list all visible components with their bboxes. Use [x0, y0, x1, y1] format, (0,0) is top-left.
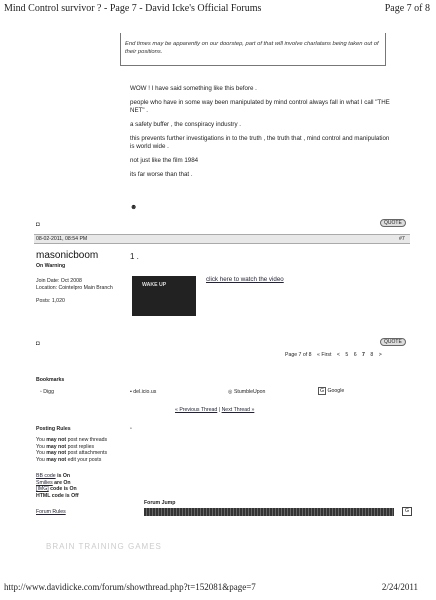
previous-thread-link[interactable]: « Previous Thread	[175, 407, 218, 413]
page-first[interactable]: « First	[317, 352, 332, 358]
go-button[interactable]: G	[402, 507, 412, 516]
digg-icon: ◦	[40, 389, 44, 395]
thumbnail-text: WAKE UP	[142, 282, 167, 288]
post-line: its far worse than that .	[130, 171, 193, 178]
smilies-link[interactable]: Smilies	[36, 479, 53, 486]
post-number[interactable]: #7	[399, 236, 405, 242]
page-next[interactable]: >	[378, 352, 382, 358]
post-line: WOW ! I have said something like this before .	[130, 85, 257, 92]
footer-url: http://www.davidicke.com/forum/showthread.php?t=152081&page=7	[4, 582, 256, 592]
faded-footer-text: BRAIN TRAINING GAMES	[46, 542, 162, 551]
delicious-icon: ▪	[130, 389, 134, 395]
post-line: a safety buffer , the conspiracy industry .	[130, 121, 241, 128]
post-icon[interactable]: ◘	[36, 222, 40, 228]
bookmark-digg[interactable]: ◦ Digg	[40, 389, 54, 395]
forum-rules-link[interactable]: Forum Rules	[36, 509, 66, 515]
username[interactable]: masonicboom	[36, 250, 99, 261]
bookmark-delicious[interactable]: ▪ del.icio.us	[130, 389, 157, 395]
bookmarks-title: Bookmarks	[36, 377, 65, 383]
next-thread-link[interactable]: Next Thread »	[221, 407, 255, 413]
forum-jump-select[interactable]	[144, 508, 394, 516]
quote-box	[120, 33, 386, 66]
post-icon[interactable]: ◘	[36, 341, 40, 347]
posting-rules-list	[36, 437, 126, 463]
rule-line: You may not post attachments	[36, 450, 108, 456]
page-7-current: 7	[362, 352, 365, 358]
post-body	[130, 85, 392, 179]
post-line: people who have in some way been manipulated by mind control always fall in what I call "THE NET" .	[130, 99, 390, 114]
collapse-icon[interactable]: ▫	[130, 426, 132, 432]
quote-button[interactable]: QUOTE	[380, 338, 406, 346]
pagination-label: Page 7 of 8	[285, 352, 312, 358]
join-date: Join Date: Oct 2008	[36, 278, 82, 284]
bookmark-stumbleupon[interactable]: ◎ StumbleUpon	[228, 389, 266, 395]
google-icon: G	[320, 388, 325, 394]
video-thumbnail[interactable]	[132, 276, 196, 316]
page-prev[interactable]: <	[336, 352, 340, 358]
post-line: this prevents further investigations in to the truth , the truth that , mind control and manipulation is world wide .	[130, 135, 390, 150]
page-5[interactable]: 5	[345, 352, 349, 358]
post-count: Posts: 1,020	[36, 298, 65, 304]
post-date: 08-02-2011, 08:54 PM	[36, 236, 88, 242]
page-title: Mind Control survivor ? - Page 7 - David Icke's Official Forums	[4, 3, 262, 14]
bb-code-link[interactable]: BB code	[36, 473, 56, 479]
rule-line: You may not post replies	[36, 443, 95, 450]
post-line: not just like the film 1984	[130, 157, 199, 164]
location: Location: Cointelpro Main Branch	[36, 285, 113, 291]
thread-nav: « Previous Thread | Next Thread »	[175, 407, 255, 413]
post-text: 1 .	[130, 252, 139, 261]
footer-date: 2/24/2011	[381, 582, 418, 592]
video-link[interactable]: click here to watch the video	[206, 276, 284, 283]
user-status: On Warning	[36, 263, 66, 269]
rule-line: You may not edit your posts	[36, 456, 102, 463]
bookmark-google[interactable]: G Google	[320, 388, 345, 394]
page-8[interactable]: 8	[370, 352, 374, 358]
quote-text: End times may be apparently on our doorstep, part of that will involve charlatans being taken out of their positions.	[125, 41, 379, 55]
smiley-icon: ☻	[130, 204, 138, 211]
quote-button[interactable]: QUOTE	[380, 219, 406, 227]
post-header-bar	[34, 234, 410, 244]
forum-jump-title: Forum Jump	[144, 500, 176, 506]
posting-rules-title: Posting Rules	[36, 426, 71, 432]
page-6[interactable]: 6	[353, 352, 357, 358]
img-code-link[interactable]: [IMG]	[36, 486, 49, 492]
rule-line: You may not post new threads	[36, 437, 108, 443]
pagination	[285, 352, 382, 359]
code-settings: BB code is On Smilies are On [IMG] code is On HTML code is Off	[36, 473, 79, 499]
stumbleupon-icon: ◎	[228, 389, 234, 395]
page-count: Page 7 of 8	[384, 3, 430, 14]
